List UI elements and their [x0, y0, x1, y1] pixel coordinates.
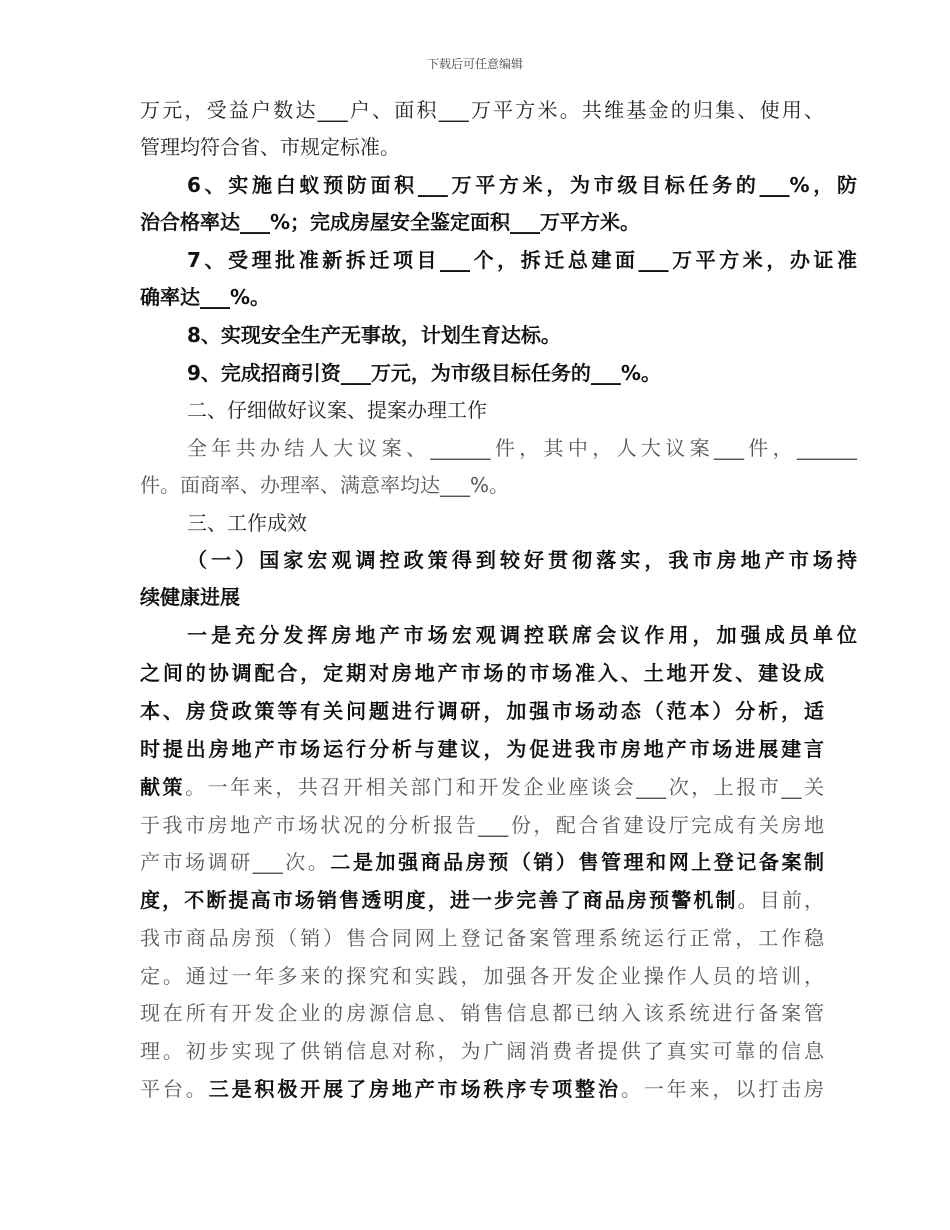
text-segment: 之间的协调配合，定期对房地产市场的市场准入、土地开发、建设成	[140, 661, 824, 685]
text-segment: 平台。	[140, 1077, 209, 1101]
text-segment: 定。通过一年多来的探究和实践，加强各开发企业操作人员的培训，	[140, 964, 824, 988]
text-line	[140, 91, 824, 129]
text-segment: 献策	[140, 775, 186, 799]
text-line	[140, 881, 824, 919]
text-segment: 。一年来，以打击房	[620, 1077, 825, 1101]
text-segment: 治合格率达___%；完成房屋安全鉴定面积___万平方米。	[140, 210, 641, 234]
text-segment: 7、受理批准新拆迁项目___个，拆迁总建面___万平方米，办证准	[187, 248, 857, 272]
text-line	[140, 466, 509, 504]
text-segment: 理。初步实现了供销信息对称，为广阔消费者提供了真实可靠的信息	[140, 1039, 824, 1063]
text-segment: 件。面商率、办理率、满意率均达___%。	[140, 473, 510, 497]
text-segment: （一）国家宏观调控政策得到较好贯彻落实，我市房地产市场持	[187, 548, 857, 572]
text-line	[187, 166, 857, 204]
text-segment: 8、实现安全生产无事故，计划生育达标。	[187, 323, 561, 347]
text-line	[140, 654, 824, 692]
text-segment: 一是充分发挥房地产市场宏观调控联席会议作用，加强成员单位	[187, 623, 857, 647]
text-segment: 我市商品房预（销）售合同网上登记备案管理系统运行正常，工作稳	[140, 926, 824, 950]
text-segment: 度，不断提高市场销售透明度，进一步完善了商品房预警机制	[140, 888, 738, 912]
text-line	[187, 504, 307, 542]
page-header: 下载后可任意编辑	[426, 57, 523, 71]
text-line	[140, 1032, 824, 1070]
text-segment: 现在所有开发企业的房源信息、销售信息都已纳入该系统进行备案管	[140, 1001, 824, 1025]
text-line	[187, 616, 857, 654]
text-line	[187, 241, 857, 279]
text-segment: 确率达___%。	[140, 285, 271, 309]
text-line	[140, 128, 400, 166]
text-line	[140, 957, 824, 995]
text-segment: 二、仔细做好议案、提案办理工作	[187, 398, 487, 422]
text-segment: 本、房贷政策等有关问题进行调研，加强市场动态（范本）分析，适	[140, 699, 824, 723]
text-line	[140, 843, 824, 881]
text-line	[140, 578, 240, 616]
text-line	[140, 278, 270, 316]
text-line	[140, 730, 824, 768]
text-line	[140, 768, 824, 806]
text-line	[140, 919, 824, 957]
text-segment: 管理均符合省、市规定标准。	[140, 135, 400, 159]
text-segment: 产市场调研___次。	[140, 850, 331, 874]
text-segment: 续健康进展	[140, 585, 240, 609]
text-segment: 三、工作成效	[187, 511, 307, 535]
text-line	[187, 391, 487, 429]
text-segment: 二是加强商品房预（销）售管理和网上登记备案制	[330, 850, 825, 874]
text-line	[187, 429, 857, 467]
text-line	[140, 203, 640, 241]
text-segment: 6、实施白蚁预防面积___万平方米，为市级目标任务的___%，防	[187, 173, 857, 197]
text-line	[140, 692, 824, 730]
text-line	[187, 541, 857, 579]
text-segment: 时提出房地产市场运行分析与建议，为促进我市房地产市场进展建言	[140, 737, 824, 761]
text-line	[187, 354, 661, 392]
text-line	[140, 1070, 824, 1108]
text-segment: 9、完成招商引资___万元，为市级目标任务的___%。	[187, 361, 661, 385]
text-segment: 。一年来，共召开相关部门和开发企业座谈会___次，上报市__关	[185, 775, 825, 799]
text-segment: 。目前，	[737, 888, 825, 912]
text-line	[140, 806, 824, 844]
text-segment: 三是积极开展了房地产市场秩序专项整治	[208, 1077, 621, 1101]
text-segment: 于我市房地产市场状况的分析报告___份，配合省建设厅完成有关房地	[140, 813, 824, 837]
text-line	[187, 316, 561, 354]
text-segment: 万元，受益户数达___户、面积___万平方米。共维基金的归集、使用、	[140, 98, 824, 122]
text-line	[140, 994, 824, 1032]
text-segment: 全年共办结人大议案、______件，其中，人大议案___件，______	[187, 436, 857, 460]
